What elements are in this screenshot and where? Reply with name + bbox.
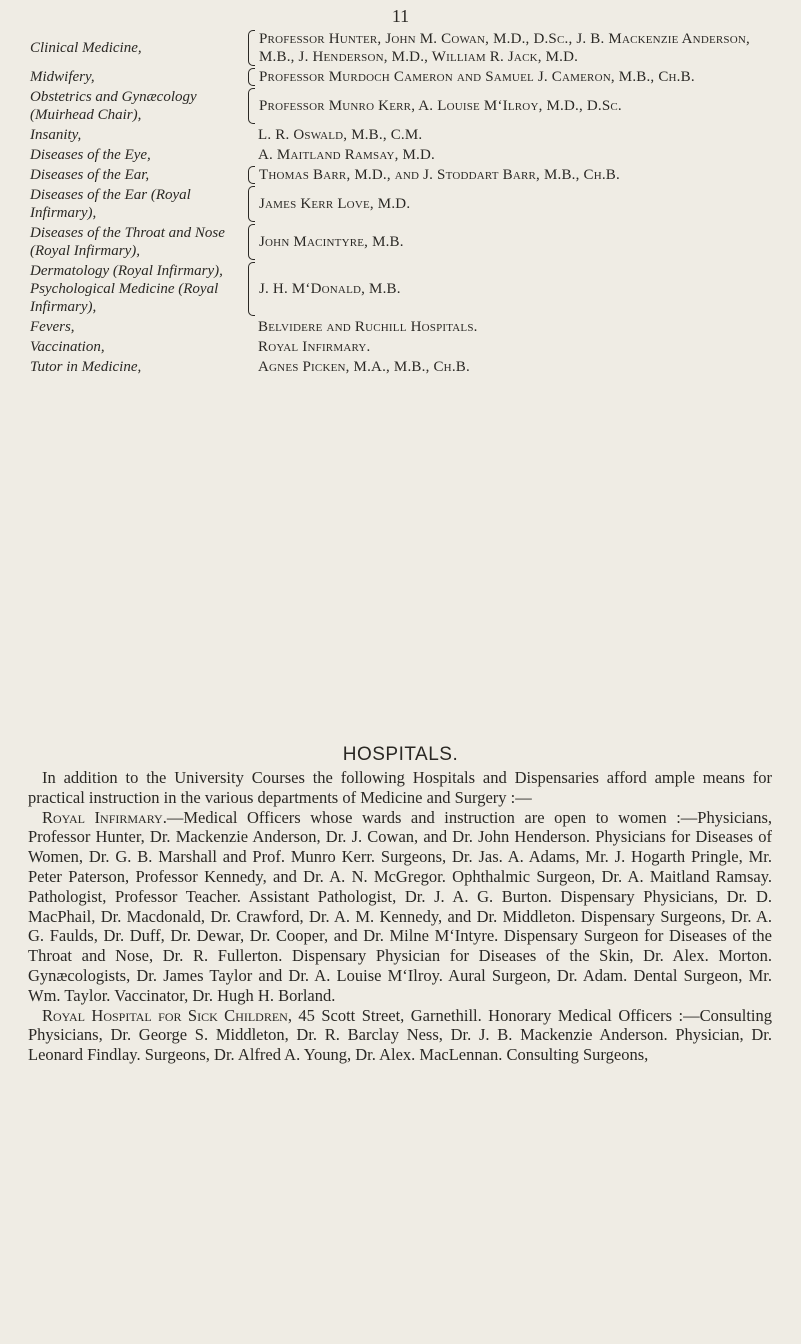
- subject: Vaccination,: [30, 339, 105, 355]
- brace: [248, 166, 255, 184]
- brace: [248, 126, 254, 144]
- brace: [248, 318, 254, 336]
- teachers: Belvidere and Ruchill Hospitals.: [258, 319, 478, 335]
- staff-row: [30, 262, 772, 316]
- subject: Tutor in Medicine,: [30, 359, 142, 375]
- subject: Diseases of the Eye,: [30, 147, 151, 163]
- page-number: 11: [391, 6, 410, 26]
- royal-infirmary-paragraph: [28, 808, 772, 1006]
- brace: [248, 224, 255, 260]
- subject: Insanity,: [30, 127, 82, 143]
- brace: [248, 68, 255, 86]
- brace: [248, 88, 255, 124]
- staff-row: [30, 318, 772, 336]
- teachers: A. Maitland Ramsay, M.D.: [258, 147, 435, 163]
- sick-children-text: 45 Scott Street, Garnethill. Honorary Medical Officers :—Consulting Physicians, Dr. George S. Middleton, Dr. R. Barclay Ness, Dr. J. B. Mackenzie Anderson. Physician, Dr. Leonard Findlay. Surgeons, Dr. Alfred A. Young, Dr. Alex. MacLennan. Consulting Surgeons,: [28, 1005, 773, 1065]
- intro-paragraph: In addition to the University Courses the following Hospitals and Dispensaries afford ample means for practical instruction in the various departments of Medicine and Surgery :—: [28, 768, 772, 807]
- staff-row: [30, 88, 772, 124]
- brace: [248, 186, 255, 222]
- brace: [248, 338, 254, 356]
- teachers: Professor Hunter, John M. Cowan, M.D., D.Sc., J. B. Mackenzie Anderson, M.B., J. Henderson, M.D., William R. Jack, M.D.: [259, 31, 750, 65]
- teachers: James Kerr Love, M.D.: [259, 196, 411, 212]
- brace: [248, 146, 254, 164]
- brace: [248, 358, 254, 376]
- staff-row: [30, 68, 772, 86]
- subject: Clinical Medicine,: [30, 40, 142, 56]
- staff-row: [30, 166, 772, 184]
- staff-table: [30, 30, 772, 378]
- hospitals-body: [28, 768, 772, 1065]
- staff-row: [30, 30, 772, 66]
- subject: Dermatology (Royal Infirmary), Psychological Medicine (Royal Infirmary),: [30, 263, 223, 315]
- teachers: Professor Murdoch Cameron and Samuel J. Cameron, M.B., Ch.B.: [259, 69, 695, 85]
- subject: Fevers,: [30, 319, 75, 335]
- hospitals-heading: HOSPITALS.: [342, 744, 459, 765]
- staff-row: [30, 338, 772, 356]
- teachers: Professor Munro Kerr, A. Louise M‘Ilroy, M.D., D.Sc.: [259, 98, 622, 114]
- royal-infirmary-name: Royal Infirmary.: [42, 807, 167, 827]
- teachers: Royal Infirmary.: [258, 339, 371, 355]
- brace: [248, 262, 255, 316]
- sick-children-paragraph: [28, 1006, 772, 1065]
- teachers: John Macintyre, M.B.: [259, 234, 404, 250]
- subject: Diseases of the Throat and Nose (Royal Infirmary),: [30, 225, 225, 259]
- subject: Diseases of the Ear,: [30, 167, 150, 183]
- staff-row: [30, 126, 772, 144]
- subject: Diseases of the Ear (Royal Infirmary),: [30, 187, 191, 221]
- teachers: L. R. Oswald, M.B., C.M.: [258, 127, 423, 143]
- staff-row: [30, 358, 772, 376]
- staff-row: [30, 146, 772, 164]
- staff-row: [30, 224, 772, 260]
- subject: Midwifery,: [30, 69, 95, 85]
- teachers: Thomas Barr, M.D., and J. Stoddart Barr, M.B., Ch.B.: [259, 167, 620, 183]
- staff-row: [30, 186, 772, 222]
- brace: [248, 30, 255, 66]
- teachers: J. H. M‘Donald, M.B.: [259, 281, 401, 297]
- sick-children-name: Royal Hospital for Sick Children,: [42, 1005, 292, 1025]
- teachers: Agnes Picken, M.A., M.B., Ch.B.: [258, 359, 470, 375]
- subject: Obstetrics and Gynæcology (Muirhead Chair),: [30, 89, 197, 123]
- royal-infirmary-text: —Medical Officers whose wards and instruction are open to women :—Physicians, Professor Hunter, Dr. Mackenzie Anderson, Dr. J. Cowan, and Dr. John Henderson. Physicians for Diseases of Women, Dr. G. B. Marshall and Prof. Munro Kerr. Surgeons, Dr. Jas. A. Adams, Mr. J. Hogarth Pringle, Mr. Peter Paterson, Professor Kennedy, and Dr. A. N. McGregor. Ophthalmic Surgeon, Dr. A. Maitland Ramsay. Pathologist, Professor Teacher. Assistant Pathologist, Dr. J. A. G. Burton. Dispensary Physicians, Dr. D. MacPhail, Dr. Macdonald, Dr. Crawford, Dr. A. M. Kennedy, and Dr. Middleton. Dispensary Surgeons, Dr. A. G. Faulds, Dr. Duff, Dr. Dewar, Dr. Cooper, and Dr. Milne M‘Intyre. Dispensary Surgeon for Diseases of the Throat and Nose, Dr. R. Fullerton. Dispensary Physician for Diseases of the Skin, Dr. Alex. Morton. Gynæcologists, Dr. James Taylor and Dr. A. Louise M‘Ilroy. Aural Surgeon, Dr. Adam. Dental Surgeon, Mr. Wm. Taylor. Vaccinator, Dr. Hugh H. Borland.: [28, 807, 772, 1005]
